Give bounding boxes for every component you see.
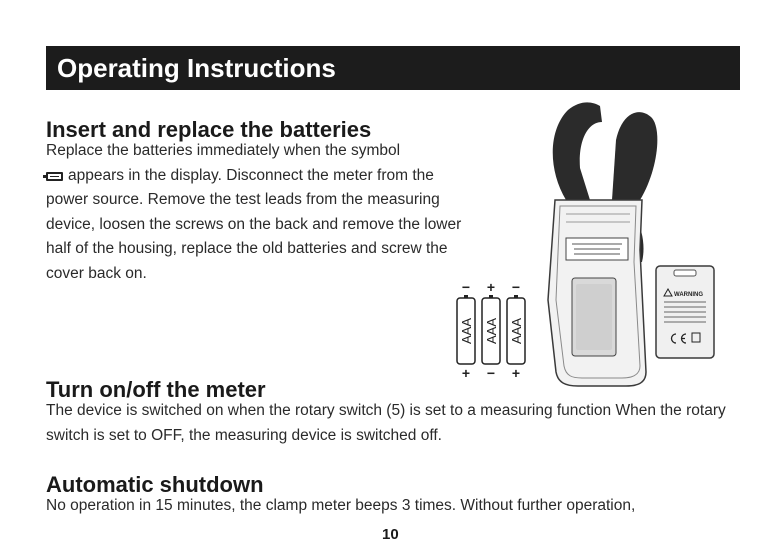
page-number: 10 [382,526,399,543]
aaa-battery-3 [507,279,525,381]
aaa-battery-1 [457,279,475,381]
battery-2-label: AAA [484,317,499,345]
batteries-paragraph [46,139,466,286]
battery-1-bottom-polarity: + [461,365,471,381]
battery-2-bottom-polarity: − [486,365,496,381]
battery-symbol-icon [46,172,63,181]
cover-warning-label: WARNING [674,292,703,298]
section-banner [46,46,740,90]
battery-cover [656,266,714,358]
batteries-text-2: appears in the display. Disconnect the meter from the power source. Remove the test leads from the measuring device, loosen the screws on the back and remove the lower half of the housing, replace the old batteries and screw the cover back on. [46,166,462,282]
battery-3-top-polarity: − [511,279,521,295]
battery-2-top-polarity: + [486,279,496,295]
page-title: Operating Instructions [57,53,336,83]
auto-shutdown-heading: Automatic shutdown [46,472,264,497]
auto-shutdown-paragraph: No operation in 15 minutes, the clamp meter beeps 3 times. Without further operation, [46,497,636,514]
battery-3-bottom-polarity: + [511,365,521,381]
on-off-heading: Turn on/off the meter [46,377,266,402]
battery-3-label: AAA [509,317,524,345]
battery-1-top-polarity: − [461,279,471,295]
aaa-battery-2 [482,279,500,381]
clamp-meter-illustration [450,100,750,390]
batteries-heading: Insert and replace the batteries [46,117,372,142]
batteries-text-1: Replace the batteries immediately when the symbol [46,142,401,159]
on-off-paragraph: The device is switched on when the rotary switch (5) is set to a measuring function When the rotary switch is set to OFF, the measuring device is switched off. [46,402,726,444]
battery-1-label: AAA [459,317,474,345]
meter-body [548,200,646,386]
